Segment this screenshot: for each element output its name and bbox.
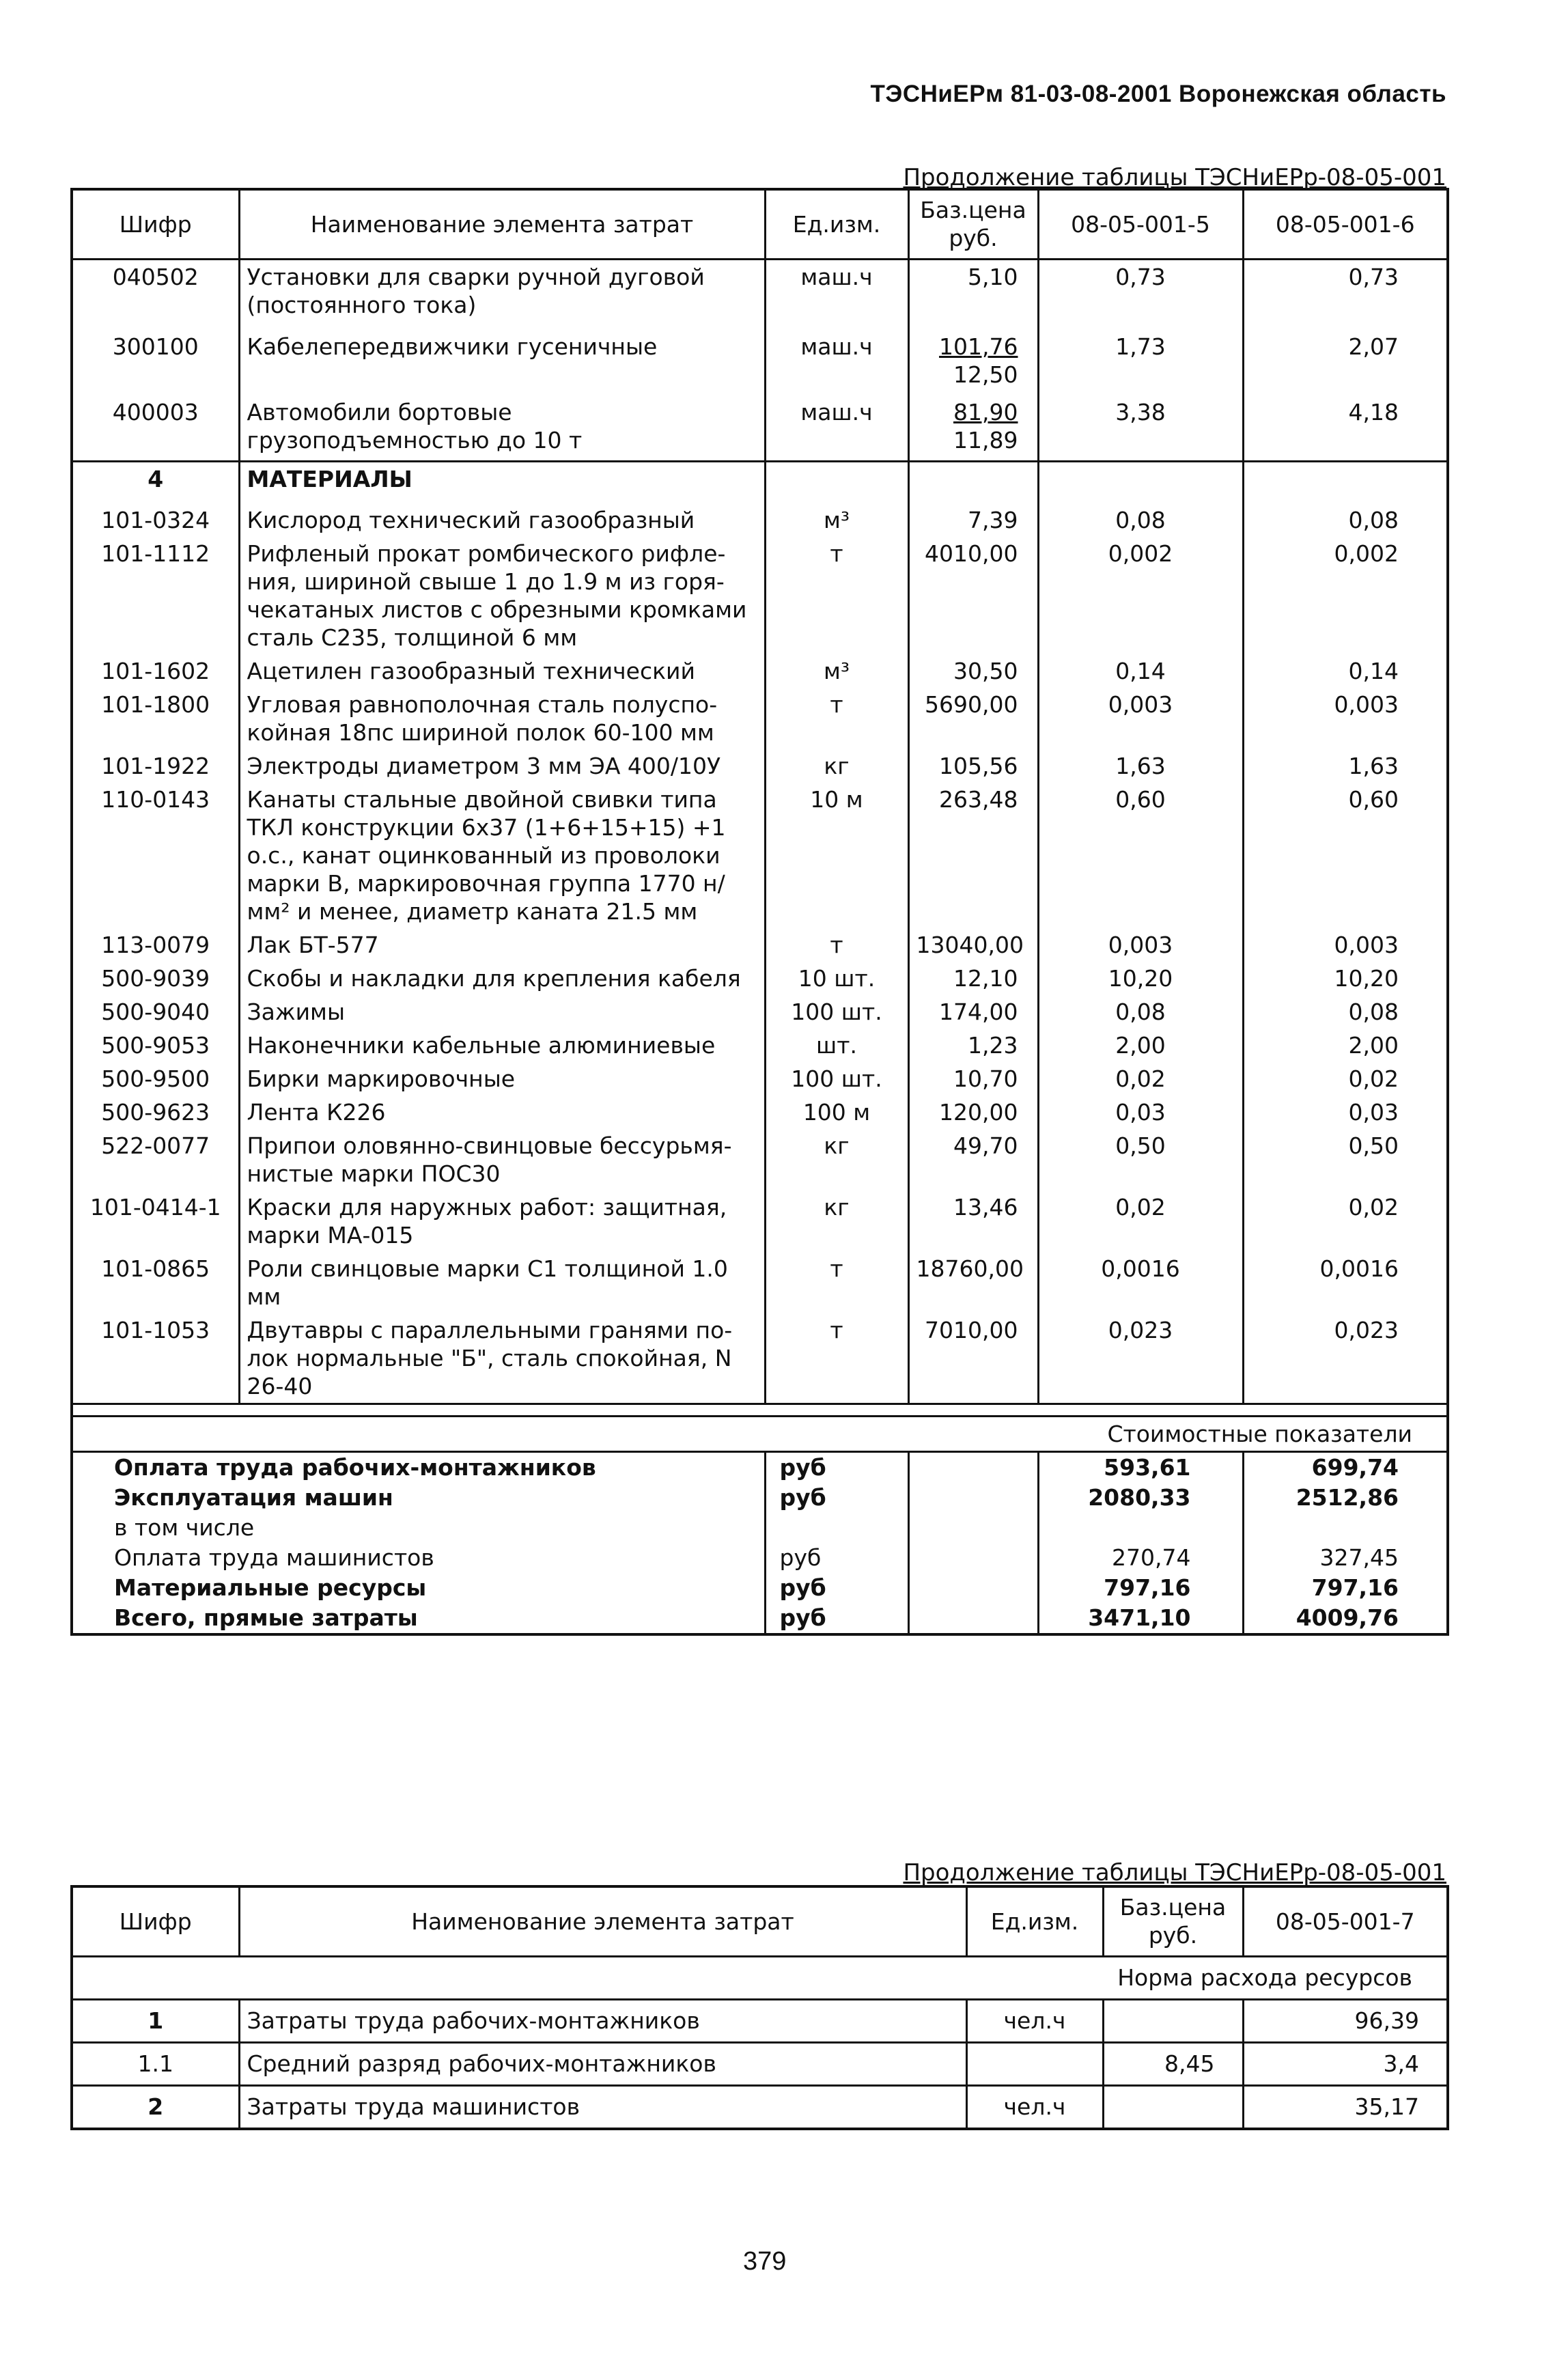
row-value-5: 0,73 bbox=[1038, 259, 1243, 330]
cost-row bbox=[72, 1513, 1448, 1543]
row-value: 96,39 bbox=[1243, 1999, 1448, 2042]
row-value-5: 1,73 bbox=[1038, 330, 1243, 395]
row-name: Установки для сварки ручной дуговой (постоянного тока) bbox=[239, 259, 765, 330]
row-unit: т bbox=[765, 1252, 908, 1313]
row-value-5: 0,14 bbox=[1038, 654, 1243, 688]
row-price bbox=[908, 395, 1038, 461]
row-unit: маш.ч bbox=[765, 330, 908, 395]
col-header-norm-7: 08-05-001-7 bbox=[1243, 1886, 1448, 1956]
cost-unit bbox=[765, 1513, 908, 1543]
cost-value-6: 797,16 bbox=[1311, 1574, 1399, 1601]
row-unit: 10 шт. bbox=[765, 962, 908, 995]
row-value: 3,4 bbox=[1243, 2042, 1448, 2085]
cost-row bbox=[72, 1603, 1448, 1634]
row-name: Рифленый прокат ромбического рифле-ния, шириной свыше 1 до 1.9 м из горя-чекатаных листов с обрезными кромками сталь С235, толщиной 6 мм bbox=[239, 537, 765, 654]
row-price: 10,70 bbox=[908, 1062, 1038, 1096]
row-code: 500-9040 bbox=[72, 995, 239, 1029]
row-code: 101-1922 bbox=[72, 749, 239, 783]
row-code: 1.1 bbox=[72, 2042, 239, 2085]
row-name: Лак БТ-577 bbox=[239, 928, 765, 962]
labor-table bbox=[70, 1885, 1449, 2130]
row-code: 101-1112 bbox=[72, 537, 239, 654]
row-value-6: 1,63 bbox=[1348, 753, 1399, 779]
row-unit: т bbox=[765, 688, 908, 749]
col-header-code: Шифр bbox=[72, 189, 239, 259]
cost-header: Стоимостные показатели bbox=[72, 1417, 1448, 1452]
row-name: Краски для наружных работ: защитная, марки МА-015 bbox=[239, 1190, 765, 1252]
row-price: 13,46 bbox=[908, 1190, 1038, 1252]
row-code: 101-1800 bbox=[72, 688, 239, 749]
cost-row bbox=[72, 1543, 1448, 1573]
row-name: Кабелепередвижчики гусеничные bbox=[239, 330, 765, 395]
table-caption-2: Продолжение таблицы ТЭСНиЕРр-08-05-001 bbox=[903, 1859, 1446, 1886]
table-row bbox=[72, 1129, 1448, 1190]
row-value-5: 0,003 bbox=[1038, 928, 1243, 962]
cost-value-6: 699,74 bbox=[1311, 1454, 1399, 1481]
row-value-5: 10,20 bbox=[1038, 962, 1243, 995]
row-unit: 100 шт. bbox=[765, 995, 908, 1029]
table-row bbox=[72, 1252, 1448, 1313]
row-code: 500-9039 bbox=[72, 962, 239, 995]
cost-value-6: 4009,76 bbox=[1296, 1604, 1399, 1631]
col-header-norm-6: 08-05-001-6 bbox=[1243, 189, 1448, 259]
row-value-6: 10,20 bbox=[1334, 965, 1399, 992]
table-caption: Продолжение таблицы ТЭСНиЕРр-08-05-001 bbox=[903, 164, 1446, 191]
row-name: Припои оловянно-свинцовые бессурьмя-нистые марки ПОС30 bbox=[239, 1129, 765, 1190]
cost-value-6: 2512,86 bbox=[1296, 1484, 1399, 1511]
cost-spacer-row bbox=[72, 1404, 1448, 1417]
row-code: 1 bbox=[72, 1999, 239, 2042]
cost-row bbox=[72, 1452, 1448, 1483]
row-value-6: 0,60 bbox=[1348, 786, 1399, 813]
row-name: Угловая равнополочная сталь полуспо-койная 18пс шириной полок 60-100 мм bbox=[239, 688, 765, 749]
row-name: Затраты труда рабочих-монтажников bbox=[239, 1999, 966, 2042]
row-price: 105,56 bbox=[908, 749, 1038, 783]
section-code: 4 bbox=[72, 461, 239, 503]
row-unit: т bbox=[765, 1313, 908, 1404]
col-header-name: Наименование элемента затрат bbox=[239, 189, 765, 259]
cost-unit: руб bbox=[765, 1543, 908, 1573]
row-code: 500-9500 bbox=[72, 1062, 239, 1096]
cost-label: Эксплуатация машин bbox=[114, 1484, 393, 1511]
row-price: 174,00 bbox=[908, 995, 1038, 1029]
row-code: 500-9053 bbox=[72, 1029, 239, 1062]
norm-header: Норма расхода ресурсов bbox=[72, 1956, 1448, 1999]
row-name: Средний разряд рабочих-монтажников bbox=[239, 2042, 966, 2085]
table-row bbox=[72, 1190, 1448, 1252]
row-code: 300100 bbox=[72, 330, 239, 395]
row-value-5: 0,003 bbox=[1038, 688, 1243, 749]
row-price: 30,50 bbox=[908, 654, 1038, 688]
row-name: Электроды диаметром 3 мм ЭА 400/10У bbox=[239, 749, 765, 783]
row-value-6: 2,00 bbox=[1348, 1032, 1399, 1059]
row-unit: чел.ч bbox=[966, 2085, 1103, 2129]
row-price: 1,23 bbox=[908, 1029, 1038, 1062]
table-row bbox=[72, 783, 1448, 928]
row-code: 101-0324 bbox=[72, 503, 239, 537]
cost-row bbox=[72, 1483, 1448, 1513]
table-row bbox=[72, 537, 1448, 654]
table-row bbox=[72, 688, 1448, 749]
row-unit: чел.ч bbox=[966, 1999, 1103, 2042]
row-name: Скобы и накладки для крепления кабеля bbox=[239, 962, 765, 995]
row-price: 4010,00 bbox=[908, 537, 1038, 654]
row-unit: 10 м bbox=[765, 783, 908, 928]
row-unit: кг bbox=[765, 1129, 908, 1190]
cost-value-6: 327,45 bbox=[1319, 1544, 1399, 1571]
table-row bbox=[72, 503, 1448, 537]
row-value-5: 0,02 bbox=[1038, 1190, 1243, 1252]
cost-label: Всего, прямые затраты bbox=[114, 1604, 418, 1631]
row-name: Бирки маркировочные bbox=[239, 1062, 765, 1096]
row-price: 8,45 bbox=[1103, 2042, 1243, 2085]
row-value-5: 3,38 bbox=[1038, 395, 1243, 461]
table-row bbox=[72, 330, 1448, 395]
row-value-6: 0,73 bbox=[1348, 263, 1399, 290]
price-current: 101,76 bbox=[939, 333, 1018, 360]
row-price: 18760,00 bbox=[908, 1252, 1038, 1313]
cost-value-5 bbox=[1038, 1513, 1243, 1543]
row-value-5: 0,08 bbox=[1038, 503, 1243, 537]
col-header-unit: Ед.изм. bbox=[966, 1886, 1103, 1956]
row-value: 35,17 bbox=[1243, 2085, 1448, 2129]
resources-table bbox=[70, 188, 1449, 1636]
row-value-5: 0,03 bbox=[1038, 1096, 1243, 1129]
row-price: 5690,00 bbox=[908, 688, 1038, 749]
row-code: 101-0414-1 bbox=[72, 1190, 239, 1252]
cost-row bbox=[72, 1573, 1448, 1603]
row-value-5: 2,00 bbox=[1038, 1029, 1243, 1062]
table-header-row bbox=[72, 1886, 1448, 1956]
row-value-6: 0,08 bbox=[1348, 507, 1399, 533]
page-header: ТЭСНиЕРм 81-03-08-2001 Воронежская область bbox=[870, 81, 1446, 107]
cost-value-5: 3471,10 bbox=[1038, 1603, 1243, 1634]
table-row bbox=[72, 962, 1448, 995]
norm-header-row bbox=[72, 1956, 1448, 1999]
row-name: Роли свинцовые марки С1 толщиной 1.0 мм bbox=[239, 1252, 765, 1313]
row-value-6: 0,14 bbox=[1348, 658, 1399, 684]
row-code: 113-0079 bbox=[72, 928, 239, 962]
row-value-5: 1,63 bbox=[1038, 749, 1243, 783]
row-price bbox=[1103, 2085, 1243, 2129]
section-title: МАТЕРИАЛЫ bbox=[239, 461, 765, 503]
cost-unit: руб bbox=[765, 1603, 908, 1634]
table-row bbox=[72, 1029, 1448, 1062]
row-value-5: 0,08 bbox=[1038, 995, 1243, 1029]
row-price: 5,10 bbox=[908, 259, 1038, 330]
row-value-6: 4,18 bbox=[1348, 399, 1399, 426]
table-row bbox=[72, 749, 1448, 783]
row-unit: кг bbox=[765, 749, 908, 783]
price-labor: 12,50 bbox=[953, 361, 1018, 388]
row-name: Двутавры с параллельными гранями по-лок нормальные "Б", сталь спокойная, N 26-40 bbox=[239, 1313, 765, 1404]
table-row bbox=[72, 928, 1448, 962]
row-code: 101-1053 bbox=[72, 1313, 239, 1404]
row-name: Ацетилен газообразный технический bbox=[239, 654, 765, 688]
row-value-6: 0,50 bbox=[1348, 1132, 1399, 1159]
row-value-6: 0,0016 bbox=[1319, 1255, 1399, 1282]
page-number: 379 bbox=[743, 2247, 787, 2276]
cost-value-5: 270,74 bbox=[1038, 1543, 1243, 1573]
table-row bbox=[72, 995, 1448, 1029]
col-header-price: Баз.цена руб. bbox=[1103, 1886, 1243, 1956]
row-value-6: 0,08 bbox=[1348, 999, 1399, 1025]
row-value-6: 0,023 bbox=[1334, 1317, 1399, 1343]
row-value-6: 0,002 bbox=[1334, 540, 1399, 567]
table-row bbox=[72, 259, 1448, 330]
table-row bbox=[72, 1999, 1448, 2042]
cost-label: Оплата труда машинистов bbox=[114, 1544, 434, 1571]
row-value-6: 0,02 bbox=[1348, 1065, 1399, 1092]
row-unit: шт. bbox=[765, 1029, 908, 1062]
row-value-6: 0,003 bbox=[1334, 691, 1399, 718]
col-header-name: Наименование элемента затрат bbox=[239, 1886, 966, 1956]
row-unit: 100 м bbox=[765, 1096, 908, 1129]
cost-header-row bbox=[72, 1417, 1448, 1452]
price-labor: 11,89 bbox=[953, 427, 1018, 454]
row-value-6: 0,02 bbox=[1348, 1194, 1399, 1221]
row-name: Затраты труда машинистов bbox=[239, 2085, 966, 2129]
row-unit: м³ bbox=[765, 503, 908, 537]
cost-unit: руб bbox=[765, 1452, 908, 1483]
row-unit: кг bbox=[765, 1190, 908, 1252]
row-price: 7010,00 bbox=[908, 1313, 1038, 1404]
cost-label: Материальные ресурсы bbox=[114, 1574, 427, 1601]
row-value-5: 0,0016 bbox=[1038, 1252, 1243, 1313]
row-price: 263,48 bbox=[908, 783, 1038, 928]
row-code: 2 bbox=[72, 2085, 239, 2129]
row-price: 12,10 bbox=[908, 962, 1038, 995]
cost-unit: руб bbox=[765, 1573, 908, 1603]
table-row bbox=[72, 654, 1448, 688]
table-row bbox=[72, 1062, 1448, 1096]
cost-label: в том числе bbox=[114, 1514, 255, 1541]
row-unit: м³ bbox=[765, 654, 908, 688]
row-name: Наконечники кабельные алюминиевые bbox=[239, 1029, 765, 1062]
price-current: 81,90 bbox=[953, 399, 1018, 426]
row-value-5: 0,02 bbox=[1038, 1062, 1243, 1096]
table-row bbox=[72, 395, 1448, 461]
col-header-norm-5: 08-05-001-5 bbox=[1038, 189, 1243, 259]
row-name: Канаты стальные двойной свивки типа ТКЛ конструкции 6х37 (1+6+15+15) +1 о.с., канат оцинкованный из проволоки марки В, маркировочная группа 1770 н/мм² и менее, диаметр каната 21.5 мм bbox=[239, 783, 765, 928]
table-row bbox=[72, 1096, 1448, 1129]
section-row bbox=[72, 461, 1448, 503]
row-value-6: 0,03 bbox=[1348, 1099, 1399, 1126]
row-price: 13040,00 bbox=[908, 928, 1038, 962]
row-unit: т bbox=[765, 537, 908, 654]
row-value-5: 0,50 bbox=[1038, 1129, 1243, 1190]
row-name: Кислород технический газообразный bbox=[239, 503, 765, 537]
row-value-5: 0,023 bbox=[1038, 1313, 1243, 1404]
row-price bbox=[1103, 1999, 1243, 2042]
row-price: 120,00 bbox=[908, 1096, 1038, 1129]
row-value-6: 0,003 bbox=[1334, 932, 1399, 958]
row-price: 7,39 bbox=[908, 503, 1038, 537]
row-code: 110-0143 bbox=[72, 783, 239, 928]
cost-value-5: 2080,33 bbox=[1038, 1483, 1243, 1513]
col-header-code: Шифр bbox=[72, 1886, 239, 1956]
row-unit: 100 шт. bbox=[765, 1062, 908, 1096]
row-value-5: 0,60 bbox=[1038, 783, 1243, 928]
cost-unit: руб bbox=[765, 1483, 908, 1513]
row-price: 49,70 bbox=[908, 1129, 1038, 1190]
row-unit: т bbox=[765, 928, 908, 962]
row-code: 101-1602 bbox=[72, 654, 239, 688]
row-price bbox=[908, 330, 1038, 395]
row-unit: маш.ч bbox=[765, 259, 908, 330]
row-unit: маш.ч bbox=[765, 395, 908, 461]
row-code: 101-0865 bbox=[72, 1252, 239, 1313]
row-value-6: 2,07 bbox=[1348, 333, 1399, 360]
row-code: 400003 bbox=[72, 395, 239, 461]
row-name: Автомобили бортовые грузоподъемностью до 10 т bbox=[239, 395, 765, 461]
table-row bbox=[72, 2085, 1448, 2129]
cost-value-6 bbox=[1243, 1513, 1448, 1543]
row-value-5: 0,002 bbox=[1038, 537, 1243, 654]
row-code: 040502 bbox=[72, 259, 239, 330]
row-code: 500-9623 bbox=[72, 1096, 239, 1129]
cost-value-5: 797,16 bbox=[1038, 1573, 1243, 1603]
cost-label: Оплата труда рабочих-монтажников bbox=[114, 1454, 596, 1481]
row-name: Лента К226 bbox=[239, 1096, 765, 1129]
table-header-row bbox=[72, 189, 1448, 259]
col-header-price: Баз.цена руб. bbox=[908, 189, 1038, 259]
row-unit bbox=[966, 2042, 1103, 2085]
col-header-unit: Ед.изм. bbox=[765, 189, 908, 259]
table-row bbox=[72, 2042, 1448, 2085]
cost-value-5: 593,61 bbox=[1038, 1452, 1243, 1483]
table-row bbox=[72, 1313, 1448, 1404]
row-code: 522-0077 bbox=[72, 1129, 239, 1190]
row-name: Зажимы bbox=[239, 995, 765, 1029]
